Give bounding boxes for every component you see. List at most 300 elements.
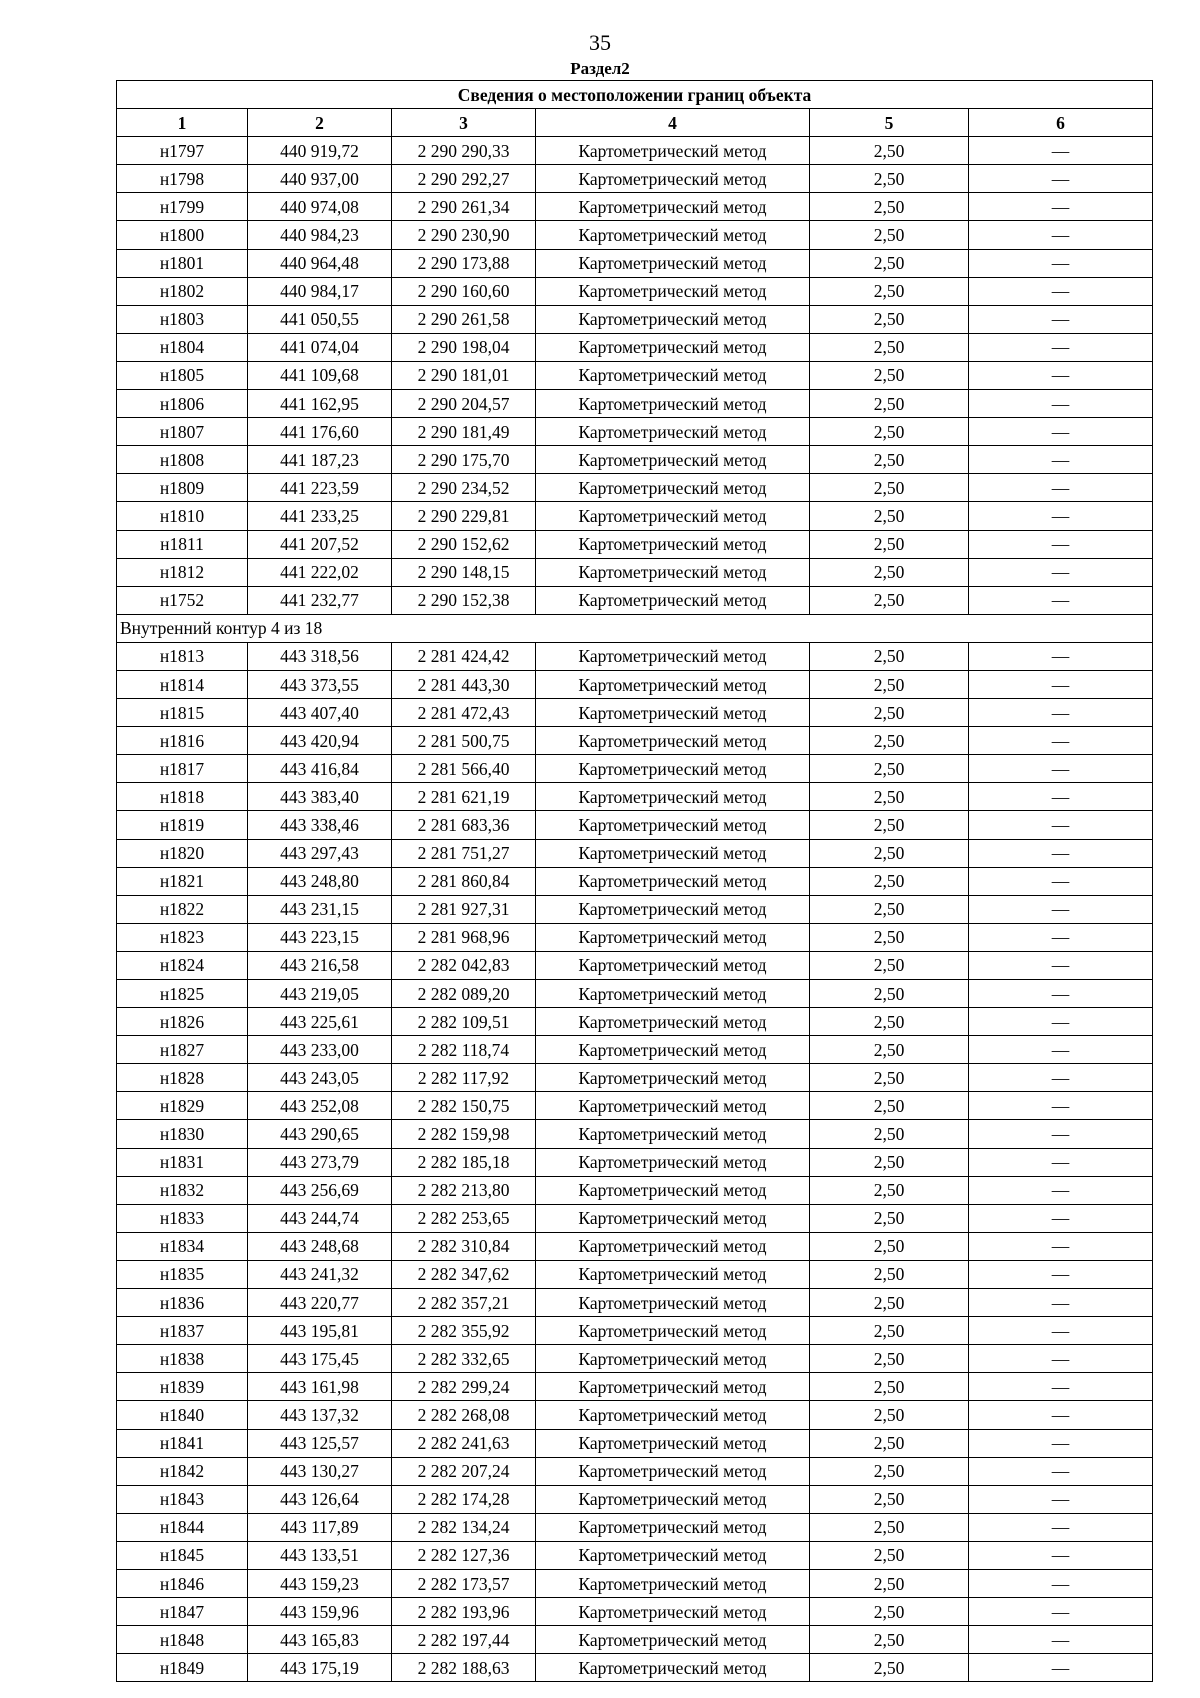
method-cell: Картометрический метод	[536, 1626, 810, 1654]
accuracy-cell: 2,50	[810, 193, 969, 221]
description-cell: —	[969, 1485, 1153, 1513]
point-name-cell: н1802	[117, 277, 248, 305]
description-cell: —	[969, 1569, 1153, 1597]
method-cell: Картометрический метод	[536, 811, 810, 839]
description-cell: —	[969, 1289, 1153, 1317]
table-row	[117, 951, 1153, 979]
coord-y-cell: 2 282 193,96	[392, 1598, 536, 1626]
method-cell: Картометрический метод	[536, 1429, 810, 1457]
point-name-cell: н1822	[117, 895, 248, 923]
coord-x-cell: 441 233,25	[248, 502, 392, 530]
coord-y-cell: 2 282 109,51	[392, 1008, 536, 1036]
accuracy-cell: 2,50	[810, 895, 969, 923]
coord-y-cell: 2 290 198,04	[392, 333, 536, 361]
table-row	[117, 193, 1153, 221]
coord-x-cell: 443 225,61	[248, 1008, 392, 1036]
description-cell: —	[969, 1120, 1153, 1148]
accuracy-cell: 2,50	[810, 951, 969, 979]
point-name-cell: н1805	[117, 361, 248, 389]
table-row	[117, 1260, 1153, 1288]
coord-x-cell: 443 165,83	[248, 1626, 392, 1654]
description-cell: —	[969, 727, 1153, 755]
table-row	[117, 727, 1153, 755]
table-row	[117, 642, 1153, 670]
method-cell: Картометрический метод	[536, 305, 810, 333]
description-cell: —	[969, 1148, 1153, 1176]
method-cell: Картометрический метод	[536, 1148, 810, 1176]
table-row	[117, 1541, 1153, 1569]
coord-x-cell: 441 223,59	[248, 474, 392, 502]
method-cell: Картометрический метод	[536, 1513, 810, 1541]
column-header: 1	[117, 109, 248, 137]
description-cell: —	[969, 474, 1153, 502]
accuracy-cell: 2,50	[810, 783, 969, 811]
coord-y-cell: 2 282 197,44	[392, 1626, 536, 1654]
point-name-cell: н1828	[117, 1064, 248, 1092]
accuracy-cell: 2,50	[810, 418, 969, 446]
method-cell: Картометрический метод	[536, 1598, 810, 1626]
coord-x-cell: 443 233,00	[248, 1036, 392, 1064]
coord-x-cell: 443 117,89	[248, 1513, 392, 1541]
description-cell: —	[969, 1008, 1153, 1036]
table-row	[117, 1148, 1153, 1176]
accuracy-cell: 2,50	[810, 867, 969, 895]
method-cell: Картометрический метод	[536, 586, 810, 614]
point-name-cell: н1827	[117, 1036, 248, 1064]
method-cell: Картометрический метод	[536, 1345, 810, 1373]
table-row	[117, 1569, 1153, 1597]
coord-y-cell: 2 282 188,63	[392, 1654, 536, 1682]
table-row	[117, 1654, 1153, 1682]
accuracy-cell: 2,50	[810, 1401, 969, 1429]
method-cell: Картометрический метод	[536, 193, 810, 221]
point-name-cell: н1826	[117, 1008, 248, 1036]
table-row	[117, 1513, 1153, 1541]
accuracy-cell: 2,50	[810, 165, 969, 193]
coord-y-cell: 2 282 118,74	[392, 1036, 536, 1064]
coord-y-cell: 2 282 134,24	[392, 1513, 536, 1541]
point-name-cell: н1846	[117, 1569, 248, 1597]
method-cell: Картометрический метод	[536, 1176, 810, 1204]
point-name-cell: н1832	[117, 1176, 248, 1204]
table-row	[117, 980, 1153, 1008]
description-cell: —	[969, 1345, 1153, 1373]
description-cell: —	[969, 249, 1153, 277]
method-cell: Картометрический метод	[536, 839, 810, 867]
coord-y-cell: 2 282 174,28	[392, 1485, 536, 1513]
coord-x-cell: 440 984,23	[248, 221, 392, 249]
column-header: 6	[969, 109, 1153, 137]
point-name-cell: н1833	[117, 1204, 248, 1232]
point-name-cell: н1806	[117, 390, 248, 418]
coord-x-cell: 443 195,81	[248, 1317, 392, 1345]
coord-y-cell: 2 282 355,92	[392, 1317, 536, 1345]
coord-y-cell: 2 282 347,62	[392, 1260, 536, 1288]
column-header: 5	[810, 109, 969, 137]
coord-x-cell: 441 222,02	[248, 558, 392, 586]
method-cell: Картометрический метод	[536, 1260, 810, 1288]
point-name-cell: н1841	[117, 1429, 248, 1457]
description-cell: —	[969, 1654, 1153, 1682]
description-cell: —	[969, 1401, 1153, 1429]
point-name-cell: н1847	[117, 1598, 248, 1626]
coord-y-cell: 2 290 152,38	[392, 586, 536, 614]
point-name-cell: н1809	[117, 474, 248, 502]
coord-y-cell: 2 282 042,83	[392, 951, 536, 979]
coord-x-cell: 443 231,15	[248, 895, 392, 923]
accuracy-cell: 2,50	[810, 1204, 969, 1232]
coord-x-cell: 441 187,23	[248, 446, 392, 474]
table-row	[117, 1317, 1153, 1345]
point-name-cell: н1821	[117, 867, 248, 895]
coord-x-cell: 443 273,79	[248, 1148, 392, 1176]
description-cell: —	[969, 1064, 1153, 1092]
coord-y-cell: 2 282 117,92	[392, 1064, 536, 1092]
description-cell: —	[969, 1317, 1153, 1345]
accuracy-cell: 2,50	[810, 530, 969, 558]
coord-x-cell: 441 109,68	[248, 361, 392, 389]
accuracy-cell: 2,50	[810, 502, 969, 530]
table-row	[117, 1401, 1153, 1429]
accuracy-cell: 2,50	[810, 558, 969, 586]
coord-y-cell: 2 290 230,90	[392, 221, 536, 249]
description-cell: —	[969, 1204, 1153, 1232]
table-row	[117, 502, 1153, 530]
accuracy-cell: 2,50	[810, 1569, 969, 1597]
coord-y-cell: 2 290 261,34	[392, 193, 536, 221]
coord-x-cell: 441 232,77	[248, 586, 392, 614]
table-row	[117, 895, 1153, 923]
coord-x-cell: 443 133,51	[248, 1541, 392, 1569]
coord-x-cell: 443 420,94	[248, 727, 392, 755]
accuracy-cell: 2,50	[810, 839, 969, 867]
accuracy-cell: 2,50	[810, 1513, 969, 1541]
coord-y-cell: 2 282 213,80	[392, 1176, 536, 1204]
coord-y-cell: 2 281 927,31	[392, 895, 536, 923]
accuracy-cell: 2,50	[810, 1148, 969, 1176]
accuracy-cell: 2,50	[810, 1176, 969, 1204]
method-cell: Картометрический метод	[536, 1373, 810, 1401]
coord-y-cell: 2 281 968,96	[392, 923, 536, 951]
accuracy-cell: 2,50	[810, 1429, 969, 1457]
method-cell: Картометрический метод	[536, 1317, 810, 1345]
coord-y-cell: 2 281 566,40	[392, 755, 536, 783]
coord-x-cell: 443 137,32	[248, 1401, 392, 1429]
point-name-cell: н1845	[117, 1541, 248, 1569]
method-cell: Картометрический метод	[536, 390, 810, 418]
coord-x-cell: 443 216,58	[248, 951, 392, 979]
coord-x-cell: 441 207,52	[248, 530, 392, 558]
table-row	[117, 1289, 1153, 1317]
coord-x-cell: 443 338,46	[248, 811, 392, 839]
coord-y-cell: 2 290 229,81	[392, 502, 536, 530]
table-row	[117, 221, 1153, 249]
accuracy-cell: 2,50	[810, 333, 969, 361]
accuracy-cell: 2,50	[810, 137, 969, 165]
description-cell: —	[969, 361, 1153, 389]
accuracy-cell: 2,50	[810, 1541, 969, 1569]
table-row	[117, 333, 1153, 361]
description-cell: —	[969, 446, 1153, 474]
coord-x-cell: 443 416,84	[248, 755, 392, 783]
point-name-cell: н1810	[117, 502, 248, 530]
table-caption: Сведения о местоположении границ объекта	[117, 81, 1153, 109]
accuracy-cell: 2,50	[810, 1626, 969, 1654]
description-cell: —	[969, 1260, 1153, 1288]
table-row	[117, 1457, 1153, 1485]
table-row	[117, 1232, 1153, 1260]
coord-x-cell: 443 248,80	[248, 867, 392, 895]
description-cell: —	[969, 221, 1153, 249]
contour-subtitle: Внутренний контур 4 из 18	[117, 614, 1153, 642]
method-cell: Картометрический метод	[536, 277, 810, 305]
accuracy-cell: 2,50	[810, 1457, 969, 1485]
description-cell: —	[969, 699, 1153, 727]
coord-y-cell: 2 282 207,24	[392, 1457, 536, 1485]
coord-y-cell: 2 282 310,84	[392, 1232, 536, 1260]
point-name-cell: н1817	[117, 755, 248, 783]
coord-x-cell: 441 074,04	[248, 333, 392, 361]
method-cell: Картометрический метод	[536, 1654, 810, 1682]
page-number: 35	[589, 30, 611, 55]
point-name-cell: н1834	[117, 1232, 248, 1260]
method-cell: Картометрический метод	[536, 1541, 810, 1569]
description-cell: —	[969, 137, 1153, 165]
method-cell: Картометрический метод	[536, 1204, 810, 1232]
accuracy-cell: 2,50	[810, 923, 969, 951]
table-row	[117, 1204, 1153, 1232]
method-cell: Картометрический метод	[536, 755, 810, 783]
coord-x-cell: 443 241,32	[248, 1260, 392, 1288]
description-cell: —	[969, 1373, 1153, 1401]
accuracy-cell: 2,50	[810, 1232, 969, 1260]
coord-x-cell: 443 297,43	[248, 839, 392, 867]
coord-y-cell: 2 281 860,84	[392, 867, 536, 895]
table-row	[117, 446, 1153, 474]
point-name-cell: н1811	[117, 530, 248, 558]
coord-x-cell: 443 223,15	[248, 923, 392, 951]
accuracy-cell: 2,50	[810, 1654, 969, 1682]
point-name-cell: н1799	[117, 193, 248, 221]
point-name-cell: н1815	[117, 699, 248, 727]
description-cell: —	[969, 951, 1153, 979]
point-name-cell: н1842	[117, 1457, 248, 1485]
coord-y-cell: 2 281 621,19	[392, 783, 536, 811]
point-name-cell: н1824	[117, 951, 248, 979]
accuracy-cell: 2,50	[810, 1008, 969, 1036]
method-cell: Картометрический метод	[536, 249, 810, 277]
coord-y-cell: 2 281 424,42	[392, 642, 536, 670]
accuracy-cell: 2,50	[810, 1092, 969, 1120]
coord-x-cell: 443 126,64	[248, 1485, 392, 1513]
method-cell: Картометрический метод	[536, 1092, 810, 1120]
coord-y-cell: 2 282 127,36	[392, 1541, 536, 1569]
coord-x-cell: 443 290,65	[248, 1120, 392, 1148]
table-row	[117, 390, 1153, 418]
section-title: Раздел2	[570, 59, 630, 78]
coord-y-cell: 2 282 150,75	[392, 1092, 536, 1120]
point-name-cell: н1797	[117, 137, 248, 165]
accuracy-cell: 2,50	[810, 755, 969, 783]
column-header: 2	[248, 109, 392, 137]
column-header: 4	[536, 109, 810, 137]
table-row	[117, 1485, 1153, 1513]
accuracy-cell: 2,50	[810, 1260, 969, 1288]
accuracy-cell: 2,50	[810, 1036, 969, 1064]
coord-x-cell: 440 937,00	[248, 165, 392, 193]
table-row	[117, 1092, 1153, 1120]
point-name-cell: н1801	[117, 249, 248, 277]
table-row	[117, 1176, 1153, 1204]
point-name-cell: н1798	[117, 165, 248, 193]
coord-y-cell: 2 290 204,57	[392, 390, 536, 418]
method-cell: Картометрический метод	[536, 333, 810, 361]
method-cell: Картометрический метод	[536, 474, 810, 502]
table-row	[117, 811, 1153, 839]
coord-x-cell: 443 125,57	[248, 1429, 392, 1457]
description-cell: —	[969, 839, 1153, 867]
coord-y-cell: 2 282 268,08	[392, 1401, 536, 1429]
method-cell: Картометрический метод	[536, 221, 810, 249]
description-cell: —	[969, 390, 1153, 418]
coord-y-cell: 2 282 253,65	[392, 1204, 536, 1232]
coord-x-cell: 443 373,55	[248, 670, 392, 698]
table-row	[117, 1064, 1153, 1092]
coord-x-cell: 440 964,48	[248, 249, 392, 277]
method-cell: Картометрический метод	[536, 895, 810, 923]
contour-subtitle-row	[117, 614, 1153, 642]
description-cell: —	[969, 867, 1153, 895]
description-cell: —	[969, 895, 1153, 923]
point-name-cell: н1804	[117, 333, 248, 361]
coord-x-cell: 443 248,68	[248, 1232, 392, 1260]
table-row	[117, 783, 1153, 811]
point-name-cell: н1843	[117, 1485, 248, 1513]
table-row	[117, 277, 1153, 305]
point-name-cell: н1800	[117, 221, 248, 249]
description-cell: —	[969, 502, 1153, 530]
table-row	[117, 1120, 1153, 1148]
table-row	[117, 558, 1153, 586]
coord-y-cell: 2 282 241,63	[392, 1429, 536, 1457]
point-name-cell: н1819	[117, 811, 248, 839]
method-cell: Картометрический метод	[536, 1064, 810, 1092]
method-cell: Картометрический метод	[536, 1457, 810, 1485]
accuracy-cell: 2,50	[810, 1317, 969, 1345]
point-name-cell: н1816	[117, 727, 248, 755]
table-row	[117, 1008, 1153, 1036]
point-name-cell: н1830	[117, 1120, 248, 1148]
method-cell: Картометрический метод	[536, 867, 810, 895]
coord-y-cell: 2 282 299,24	[392, 1373, 536, 1401]
description-cell: —	[969, 333, 1153, 361]
table-row	[117, 867, 1153, 895]
point-name-cell: н1844	[117, 1513, 248, 1541]
description-cell: —	[969, 1598, 1153, 1626]
coord-y-cell: 2 290 152,62	[392, 530, 536, 558]
coord-x-cell: 441 162,95	[248, 390, 392, 418]
accuracy-cell: 2,50	[810, 1598, 969, 1626]
description-cell: —	[969, 558, 1153, 586]
accuracy-cell: 2,50	[810, 1485, 969, 1513]
table-row	[117, 923, 1153, 951]
description-cell: —	[969, 642, 1153, 670]
coord-x-cell: 441 050,55	[248, 305, 392, 333]
description-cell: —	[969, 1457, 1153, 1485]
method-cell: Картометрический метод	[536, 530, 810, 558]
description-cell: —	[969, 1092, 1153, 1120]
table-row	[117, 586, 1153, 614]
coord-y-cell: 2 290 290,33	[392, 137, 536, 165]
coord-y-cell: 2 282 089,20	[392, 980, 536, 1008]
coord-y-cell: 2 290 160,60	[392, 277, 536, 305]
coord-x-cell: 443 219,05	[248, 980, 392, 1008]
table-row	[117, 249, 1153, 277]
coord-x-cell: 441 176,60	[248, 418, 392, 446]
coord-y-cell: 2 282 159,98	[392, 1120, 536, 1148]
point-name-cell: н1752	[117, 586, 248, 614]
coord-x-cell: 443 256,69	[248, 1176, 392, 1204]
description-cell: —	[969, 586, 1153, 614]
table-row	[117, 755, 1153, 783]
description-cell: —	[969, 1429, 1153, 1457]
coord-y-cell: 2 281 500,75	[392, 727, 536, 755]
description-cell: —	[969, 811, 1153, 839]
point-name-cell: н1848	[117, 1626, 248, 1654]
coord-y-cell: 2 282 185,18	[392, 1148, 536, 1176]
method-cell: Картометрический метод	[536, 446, 810, 474]
table-row	[117, 165, 1153, 193]
point-name-cell: н1812	[117, 558, 248, 586]
coord-y-cell: 2 290 292,27	[392, 165, 536, 193]
method-cell: Картометрический метод	[536, 923, 810, 951]
point-name-cell: н1836	[117, 1289, 248, 1317]
coord-x-cell: 443 175,19	[248, 1654, 392, 1682]
coord-y-cell: 2 282 332,65	[392, 1345, 536, 1373]
point-name-cell: н1813	[117, 642, 248, 670]
accuracy-cell: 2,50	[810, 727, 969, 755]
point-name-cell: н1820	[117, 839, 248, 867]
description-cell: —	[969, 530, 1153, 558]
method-cell: Картометрический метод	[536, 361, 810, 389]
method-cell: Картометрический метод	[536, 783, 810, 811]
point-name-cell: н1803	[117, 305, 248, 333]
description-cell: —	[969, 1541, 1153, 1569]
point-name-cell: н1831	[117, 1148, 248, 1176]
coord-x-cell: 443 383,40	[248, 783, 392, 811]
point-name-cell: н1818	[117, 783, 248, 811]
description-cell: —	[969, 165, 1153, 193]
description-cell: —	[969, 1626, 1153, 1654]
method-cell: Картометрический метод	[536, 699, 810, 727]
method-cell: Картометрический метод	[536, 1036, 810, 1064]
column-header: 3	[392, 109, 536, 137]
coord-y-cell: 2 281 683,36	[392, 811, 536, 839]
method-cell: Картометрический метод	[536, 558, 810, 586]
description-cell: —	[969, 1513, 1153, 1541]
table-header-row	[117, 109, 1153, 137]
description-cell: —	[969, 277, 1153, 305]
point-name-cell: н1814	[117, 670, 248, 698]
table-row	[117, 474, 1153, 502]
accuracy-cell: 2,50	[810, 361, 969, 389]
description-cell: —	[969, 755, 1153, 783]
coord-y-cell: 2 290 175,70	[392, 446, 536, 474]
table-row	[117, 1598, 1153, 1626]
method-cell: Картометрический метод	[536, 1401, 810, 1429]
point-name-cell: н1849	[117, 1654, 248, 1682]
coord-x-cell: 443 161,98	[248, 1373, 392, 1401]
